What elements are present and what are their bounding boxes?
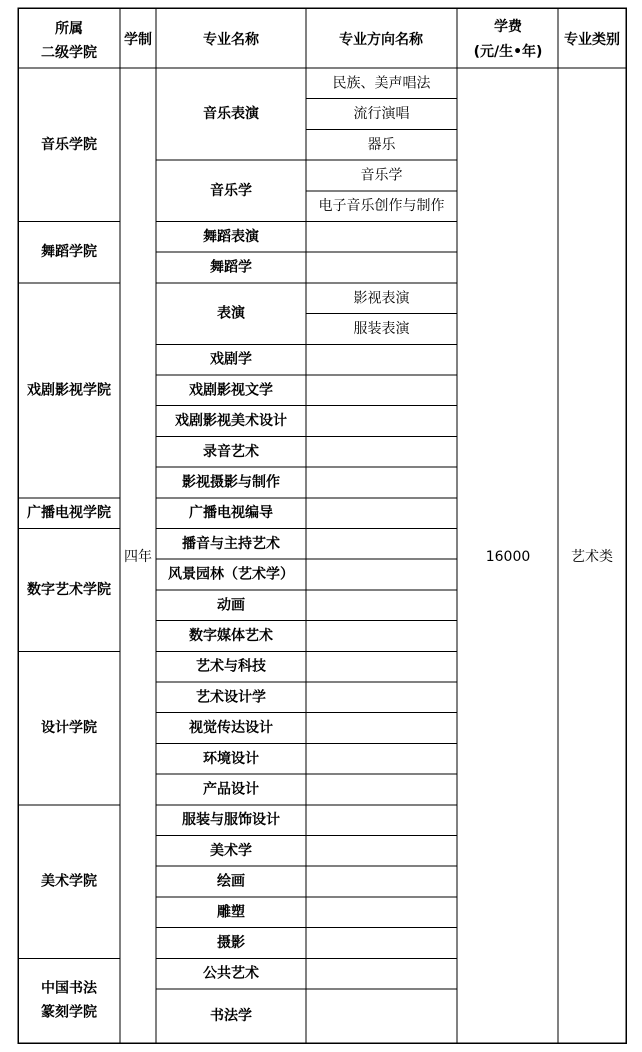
direction-column (319, 74, 445, 337)
college-name: 广播电视学院 (27, 505, 111, 522)
major-name: 音乐表演 (203, 106, 259, 123)
major-name: 风景园林（艺术学） (168, 566, 294, 583)
major-name: 书法学 (210, 1008, 252, 1024)
header-major: 专业名称 (203, 32, 259, 48)
table-frame (18, 8, 626, 1043)
category-value: 艺术类 (571, 549, 613, 565)
major-name: 摄影 (217, 934, 245, 951)
major-name: 表演 (217, 305, 245, 322)
college-name: 戏剧影视学院 (27, 382, 111, 399)
header-college-line2: 二级学院 (41, 45, 97, 61)
college-name: 美术学院 (41, 873, 97, 890)
table-grid (18, 8, 626, 1043)
direction-name: 电子音乐创作与制作 (318, 198, 445, 215)
major-name: 录音艺术 (203, 443, 259, 460)
college-name: 设计学院 (41, 720, 97, 737)
header-category: 专业类别 (564, 32, 620, 48)
header-fee-line2: (元/生•年) (473, 44, 543, 60)
direction-name: 服装表演 (353, 320, 410, 337)
major-name: 数字媒体艺术 (189, 627, 273, 644)
major-name: 舞蹈学 (210, 259, 252, 276)
major-name: 公共艺术 (203, 965, 259, 982)
direction-name: 影视表演 (353, 290, 410, 307)
major-name: 音乐学 (210, 182, 252, 199)
header-college-line1: 所属 (55, 21, 83, 37)
college-name: 中国书法 (41, 980, 97, 997)
college-name: 音乐学院 (41, 136, 97, 153)
major-name: 服装与服饰设计 (182, 812, 280, 829)
duration-value: 四年 (124, 549, 152, 565)
major-name: 播音与主持艺术 (182, 535, 280, 552)
college-column (27, 136, 111, 1021)
major-name: 影视摄影与制作 (182, 474, 280, 491)
major-name: 美术学 (210, 842, 252, 859)
major-name: 舞蹈表演 (203, 228, 259, 245)
direction-name: 音乐学 (360, 167, 403, 184)
header-direction: 专业方向名称 (339, 32, 423, 48)
major-name: 戏剧影视文学 (189, 382, 273, 399)
direction-name: 器乐 (367, 136, 396, 153)
major-name: 动画 (217, 597, 245, 614)
fee-value: 16000 (485, 549, 531, 565)
header-fee-line1: 学费 (494, 19, 522, 35)
major-column (168, 105, 294, 1024)
major-name: 产品设计 (203, 781, 259, 798)
college-name: 舞蹈学院 (41, 244, 97, 261)
major-name: 戏剧影视美术设计 (175, 413, 287, 430)
major-name: 广播电视编导 (189, 505, 273, 522)
major-name: 戏剧学 (210, 351, 252, 368)
college-name: 篆刻学院 (41, 1004, 97, 1021)
major-name: 环境设计 (203, 750, 259, 767)
major-name: 雕塑 (217, 904, 245, 921)
major-name: 视觉传达设计 (189, 720, 273, 737)
direction-name: 民族、美声唱法 (332, 75, 431, 92)
header-duration: 学制 (124, 32, 152, 48)
major-name: 绘画 (217, 873, 245, 890)
major-name: 艺术与科技 (196, 658, 266, 675)
direction-name: 流行演唱 (353, 106, 410, 123)
major-name: 艺术设计学 (196, 689, 266, 706)
college-name: 数字艺术学院 (27, 581, 111, 598)
